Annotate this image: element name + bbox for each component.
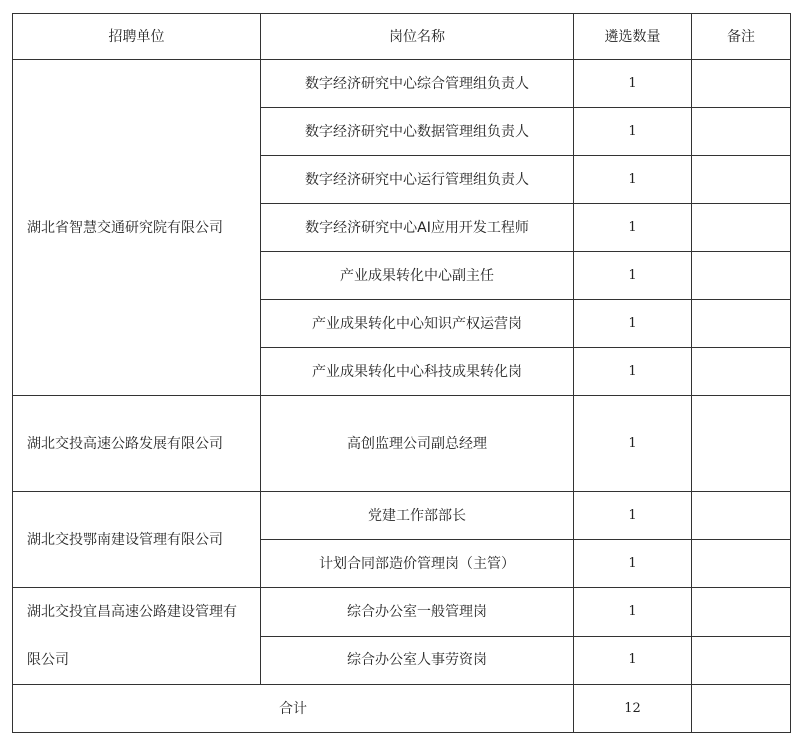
position-cell: 产业成果转化中心科技成果转化岗	[261, 348, 574, 396]
header-note: 备注	[692, 14, 791, 60]
position-cell: 数字经济研究中心运行管理组负责人	[261, 156, 574, 204]
count-cell: 1	[574, 636, 692, 685]
note-cell	[692, 252, 791, 300]
count-cell: 1	[574, 204, 692, 252]
note-cell	[692, 492, 791, 540]
position-cell: 产业成果转化中心副主任	[261, 252, 574, 300]
org-cell: 湖北省智慧交通研究院有限公司	[13, 60, 261, 396]
position-cell: 综合办公室人事劳资岗	[261, 636, 574, 685]
header-position: 岗位名称	[261, 14, 574, 60]
note-cell	[692, 636, 791, 685]
note-cell	[692, 588, 791, 637]
count-cell: 1	[574, 156, 692, 204]
note-cell	[692, 300, 791, 348]
note-cell	[692, 60, 791, 108]
note-cell	[692, 156, 791, 204]
position-cell: 计划合同部造价管理岗（主管）	[261, 540, 574, 588]
position-cell: 数字经济研究中心综合管理组负责人	[261, 60, 574, 108]
header-unit: 招聘单位	[13, 14, 261, 60]
position-cell: 高创监理公司副总经理	[261, 396, 574, 492]
recruitment-table	[12, 13, 791, 733]
note-cell	[692, 348, 791, 396]
count-cell: 1	[574, 348, 692, 396]
position-cell: 产业成果转化中心知识产权运营岗	[261, 300, 574, 348]
position-cell: 数字经济研究中心数据管理组负责人	[261, 108, 574, 156]
total-count: 12	[574, 685, 692, 733]
total-row	[13, 685, 791, 733]
note-cell	[692, 108, 791, 156]
total-note	[692, 685, 791, 733]
table-row	[13, 60, 791, 108]
count-cell: 1	[574, 492, 692, 540]
org-cell: 湖北交投高速公路发展有限公司	[13, 396, 261, 492]
org-cell: 湖北交投宜昌高速公路建设管理有限公司	[13, 588, 261, 685]
position-cell: 综合办公室一般管理岗	[261, 588, 574, 637]
count-cell: 1	[574, 540, 692, 588]
header-count: 遴选数量	[574, 14, 692, 60]
total-label: 合计	[13, 685, 574, 733]
count-cell: 1	[574, 300, 692, 348]
count-cell: 1	[574, 588, 692, 637]
table-row	[13, 492, 791, 540]
table-row	[13, 396, 791, 492]
header-row	[13, 14, 791, 60]
count-cell: 1	[574, 108, 692, 156]
count-cell: 1	[574, 252, 692, 300]
note-cell	[692, 396, 791, 492]
position-cell: 党建工作部部长	[261, 492, 574, 540]
count-cell: 1	[574, 60, 692, 108]
position-cell: 数字经济研究中心AI应用开发工程师	[261, 204, 574, 252]
org-cell: 湖北交投鄂南建设管理有限公司	[13, 492, 261, 588]
note-cell	[692, 540, 791, 588]
count-cell: 1	[574, 396, 692, 492]
note-cell	[692, 204, 791, 252]
table-row	[13, 588, 791, 637]
